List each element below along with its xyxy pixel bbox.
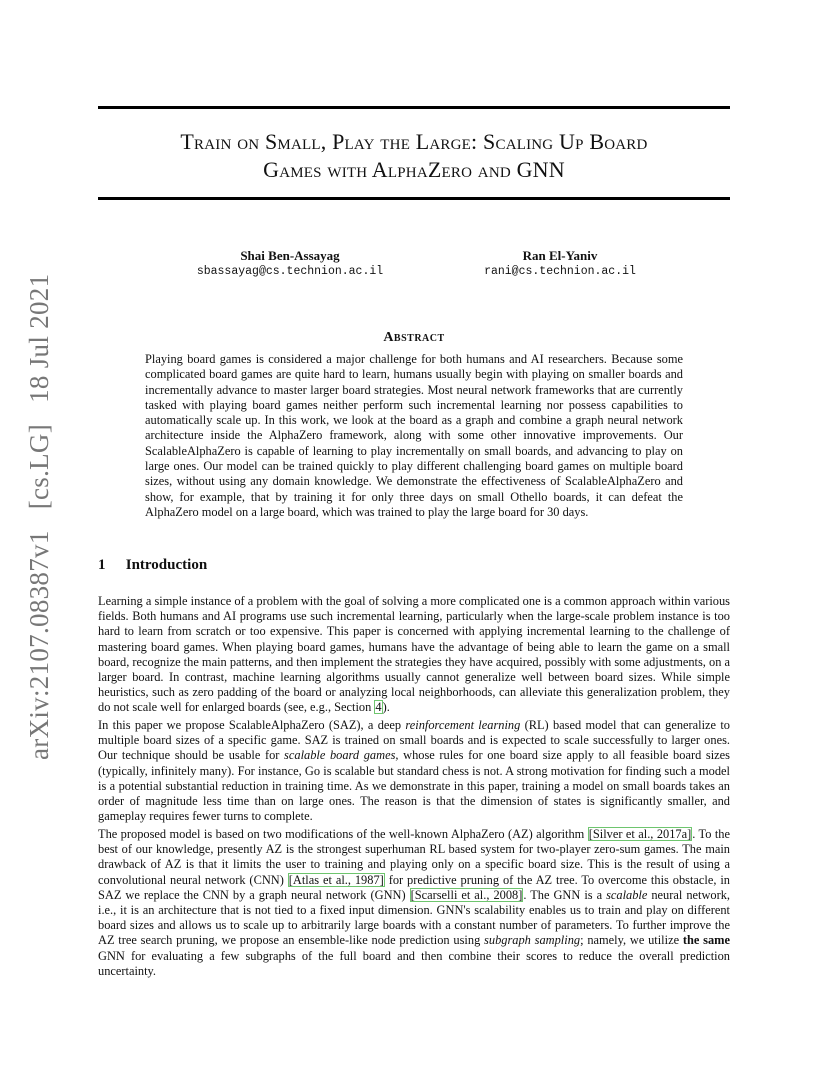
author-name: Shai Ben-Assayag	[240, 248, 340, 263]
arxiv-date: 18 Jul 2021	[24, 273, 54, 403]
title-top-rule	[98, 106, 730, 109]
title-line-2: Games with AlphaZero and GNN	[263, 157, 565, 182]
title-line-1: Train on Small, Play the Large: Scaling Up Board	[180, 129, 648, 154]
author-email[interactable]: rani@cs.technion.ac.il	[484, 265, 636, 278]
paper-title	[98, 128, 730, 184]
intro-paragraph-3	[98, 827, 730, 979]
p2-emph-1: reinforcement learning	[405, 718, 521, 732]
citation-link[interactable]: [Silver et al., 2017a]	[588, 827, 692, 841]
p3-text-g: GNN for evaluating a few subgraphs of the full board and then combine their scores to reduce the overall prediction uncertainty.	[98, 948, 730, 978]
section-title: Introduction	[125, 557, 208, 573]
section-ref-link[interactable]: 4	[375, 700, 382, 715]
arxiv-sidebar-stamp	[24, 260, 55, 760]
citation-link[interactable]: [Atlas et al., 1987]	[288, 872, 384, 887]
section-heading	[98, 557, 207, 574]
p3-text-a: The proposed model is based on two modifications of the well-known AlphaZero (AZ) algorithm	[98, 827, 588, 841]
title-bottom-rule	[98, 197, 730, 200]
p3-text-f: ; namely, we utilize	[580, 933, 683, 948]
intro-paragraph-1	[98, 594, 730, 716]
citation-link[interactable]: [Scarselli et al., 2008]	[410, 887, 523, 902]
author-block-1	[185, 248, 395, 280]
p2-text-c: , whose rules for one board size apply to all feasible board sizes (typically, infinitely many). For instance, Go is scalable but standard chess is not. A strong motivation for finding such a model is a potential substantial reduction in training time. As we demonstrate in this paper, training a model on small boards takes an order of magnitude less time than on large ones. The reason is that the dimension of states is significantly smaller, and gameplay requires fewer turns to complete.	[98, 748, 730, 824]
p3-text-e: neural network, i.e., it is an architecture that is not tied to a fixed input dimension. GNN's scalability enables us to train and play on different board sizes and allows us to scale up to arbitrarily large boards with a constant number of parameters. To further improve the AZ tree search pruning, we propose an ensemble-like node prediction using	[98, 887, 731, 948]
p2-emph-2: scalable board games	[284, 748, 396, 763]
p2-text-b: (RL) based model that can generalize to multiple board sizes of a specific game. SAZ is trained on small boards and is expected to scale successfully to larger ones. Our technique should be usable for	[98, 718, 730, 763]
abstract-text: Playing board games is considered a major challenge for both humans and AI researchers. Because some complicated board games are quite hard to learn, humans usually begin with playing on smaller boards and incrementally advance to master larger board strategies. Most neural network frameworks that are currently tasked with playing board games neither perform such incremental learning nor possess capabilities to automatically scale up. In this work, we look at the board as a graph and combine a graph neural network architecture inside the AlphaZero framework, along with some other innovative improvements. Our ScalableAlphaZero is capable of learning to play incrementally on small boards, and advancing to play on large ones. Our model can be trained quickly to play different challenging board games on multiple board sizes, without using any domain knowledge. We demonstrate the effectiveness of ScalableAlphaZero and show, for example, that by training it for only three days on small Othello boards, it can defeat the AlphaZero model on a large board, which was trained to play the large board for 30 days.	[145, 352, 683, 519]
p2-text-a: In this paper we propose ScalableAlphaZero (SAZ), a deep	[98, 718, 406, 732]
p3-text-b: . To the best of our knowledge, presently AZ is the strongest superhuman RL based system for two-player zero-sum games. The main drawback of AZ is that it limits the user to training and playing only on a specific board size. This is the result of using a convolutional neural network (CNN)	[98, 827, 730, 887]
abstract-heading: Abstract	[383, 330, 445, 345]
p3-text-c: for predictive pruning of the AZ tree. To overcome this obstacle, in SAZ we replace the CNN by a graph neural network (GNN)	[98, 872, 730, 902]
p3-strong: the same	[682, 933, 730, 948]
author-block-2	[455, 248, 665, 280]
p1-text: Learning a simple instance of a problem with the goal of solving a more complicated one is a common approach within various fields. Both humans and AI programs use such incremental learning, particularly when the large-scale problem instance is too hard to learn from scratch or too expensive. This paper is concerned with applying incremental learning to the challenge of mastering board games. When playing board games, humans have the advantage of being able to learn the game on a small board, recognize the main patterns, and then implement the strategies they have acquired, possibly with some adjustments, on a larger board. In contrast, machine learning algorithms usually cannot generalize well between board sizes. While simple heuristics, such as zero padding of the board or analyzing local neighborhoods, can alleviate this generalization problem, they do not scale well for enlarged boards (see, e.g., Section	[98, 594, 730, 715]
p3-text-d: . The GNN is a	[523, 887, 607, 902]
p1-end: ).	[382, 700, 390, 715]
p3-emph-2: subgraph sampling	[484, 933, 581, 948]
section-number: 1	[98, 557, 106, 573]
p3-emph-1: scalable	[606, 887, 648, 902]
author-name: Ran El-Yaniv	[522, 248, 598, 263]
arxiv-category: [cs.LG]	[24, 423, 54, 510]
intro-paragraph-2	[98, 718, 730, 824]
author-email[interactable]: sbassayag@cs.technion.ac.il	[196, 265, 384, 278]
arxiv-id: arXiv:2107.08387v1	[24, 530, 54, 760]
